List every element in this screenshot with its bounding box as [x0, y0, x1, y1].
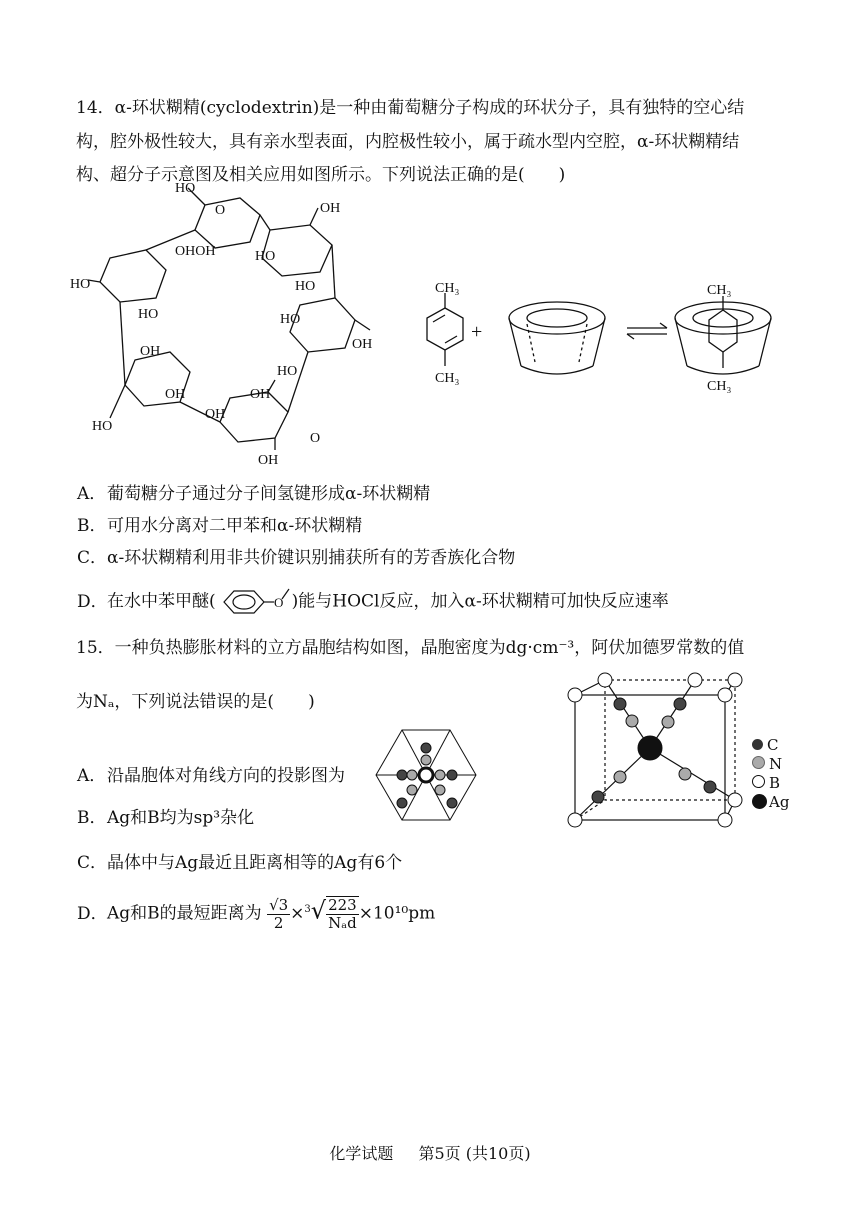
ch3-label: CH₃ — [707, 283, 732, 298]
option-text: 葡萄糖分子通过分子间氢键形成α-环状糊精 — [107, 484, 431, 504]
plus-sign: + — [471, 321, 483, 343]
q15-option-b[interactable] — [77, 806, 254, 830]
oh-label: OH — [140, 344, 161, 359]
option-text: 可用水分离对二甲苯和α-环状糊精 — [107, 516, 363, 536]
footer-page-number: 第5页 (共10页) — [418, 1144, 531, 1163]
q14-stem-line3: 构、超分子示意图及相关应用如图所示。下列说法正确的是( ) — [76, 165, 566, 185]
option-text: 晶体中与Ag最近且距离相等的Ag有6个 — [107, 853, 403, 873]
anisole-structure-icon — [216, 587, 292, 617]
option-letter: C． — [77, 853, 108, 873]
oh-label: OH — [205, 407, 226, 422]
oh-label: OH — [320, 201, 341, 216]
o-label: O — [215, 203, 226, 218]
q15-stem-line1: 15．一种负热膨胀材料的立方晶胞结构如图，晶胞密度为dg·cm⁻³，阿伏加德罗常数的值 — [76, 638, 745, 658]
svg-text:O: O — [273, 595, 284, 610]
ch3-label: CH₃ — [435, 371, 460, 386]
option-letter: A． — [77, 766, 107, 786]
ho-label: HO — [175, 181, 196, 196]
q14-option-d[interactable] — [77, 587, 669, 617]
option-text: α-环状糊精利用非共价键识别捕获所有的芳香族化合物 — [107, 548, 516, 568]
footer-subject: 化学试题 — [329, 1144, 394, 1163]
oh-label: OH — [258, 453, 279, 468]
q15-option-c[interactable] — [77, 851, 402, 875]
option-letter: B． — [77, 808, 107, 828]
oh-label: OH — [250, 387, 271, 402]
option-text-after: )能与HOCl反应，加入α-环状糊精可加快反应速率 — [291, 591, 669, 612]
q15-option-d[interactable] — [77, 896, 435, 932]
o-label: O — [310, 431, 321, 446]
ho-label: HO — [92, 419, 113, 434]
option-text: Ag和B均为sp³杂化 — [107, 808, 255, 828]
fraction-223-over-nad: $\frac{223}{\text{Nₐd}}$ — [328, 896, 357, 932]
q15-stem-line2: 为Nₐ，下列说法错误的是( ) — [76, 692, 315, 712]
option-letter: D． — [77, 591, 108, 612]
option-letter: C． — [77, 548, 108, 568]
legend-item-n: N — [752, 755, 789, 774]
option-text-before: Ag和B的最短距离为 — [107, 903, 262, 924]
option-letter: B． — [77, 516, 107, 536]
ho-label: HO — [280, 312, 301, 327]
page-footer — [0, 1141, 860, 1164]
ohoh-label: OHOH — [175, 244, 216, 259]
q14-stem-line2: 构，腔外极性较大，具有亲水型表面，内腔极性较小，属于疏水型内空腔，α-环状糊精结 — [76, 132, 740, 152]
ch3-label: CH₃ — [435, 281, 460, 296]
ho-label: HO — [70, 277, 91, 292]
legend-item-ag: Ag — [752, 793, 789, 812]
ho-label: HO — [138, 307, 159, 322]
option-text: 沿晶胞体对角线方向的投影图为 — [107, 766, 345, 786]
ho-label: HO — [295, 279, 316, 294]
ho-label: HO — [277, 364, 298, 379]
times-sign: × — [290, 903, 305, 924]
oh-label: OH — [165, 387, 186, 402]
ho-label: HO — [255, 249, 276, 264]
oh-label: OH — [352, 337, 373, 352]
legend-item-c: C — [752, 736, 789, 755]
crystal-legend — [752, 736, 789, 812]
root-index: 3 — [304, 903, 311, 915]
projection-diagram — [372, 728, 480, 822]
legend-item-b: B — [752, 774, 789, 793]
q14-stem-line1: 14．α-环状糊精(cyclodextrin)是一种由葡萄糖分子构成的环状分子，具有独特的空心结 — [76, 98, 745, 118]
ch3-label: CH₃ — [707, 379, 732, 394]
q14-option-c[interactable] — [77, 546, 515, 570]
radical-sign: √ — [310, 896, 327, 925]
supramolecular-scheme — [405, 278, 785, 398]
option-text-before: 在水中苯甲醚( — [107, 591, 216, 612]
fraction-sqrt3-over-2: $\frac{√3}{2}$ — [269, 895, 289, 932]
q15-option-a[interactable] — [77, 764, 345, 788]
cyclodextrin-structure-diagram — [70, 180, 400, 470]
option-text-after: ×10¹⁰pm — [358, 903, 436, 924]
option-letter: D． — [77, 903, 108, 924]
option-letter: A． — [77, 484, 107, 504]
q14-option-a[interactable] — [77, 482, 430, 506]
q14-option-b[interactable] — [77, 514, 362, 538]
